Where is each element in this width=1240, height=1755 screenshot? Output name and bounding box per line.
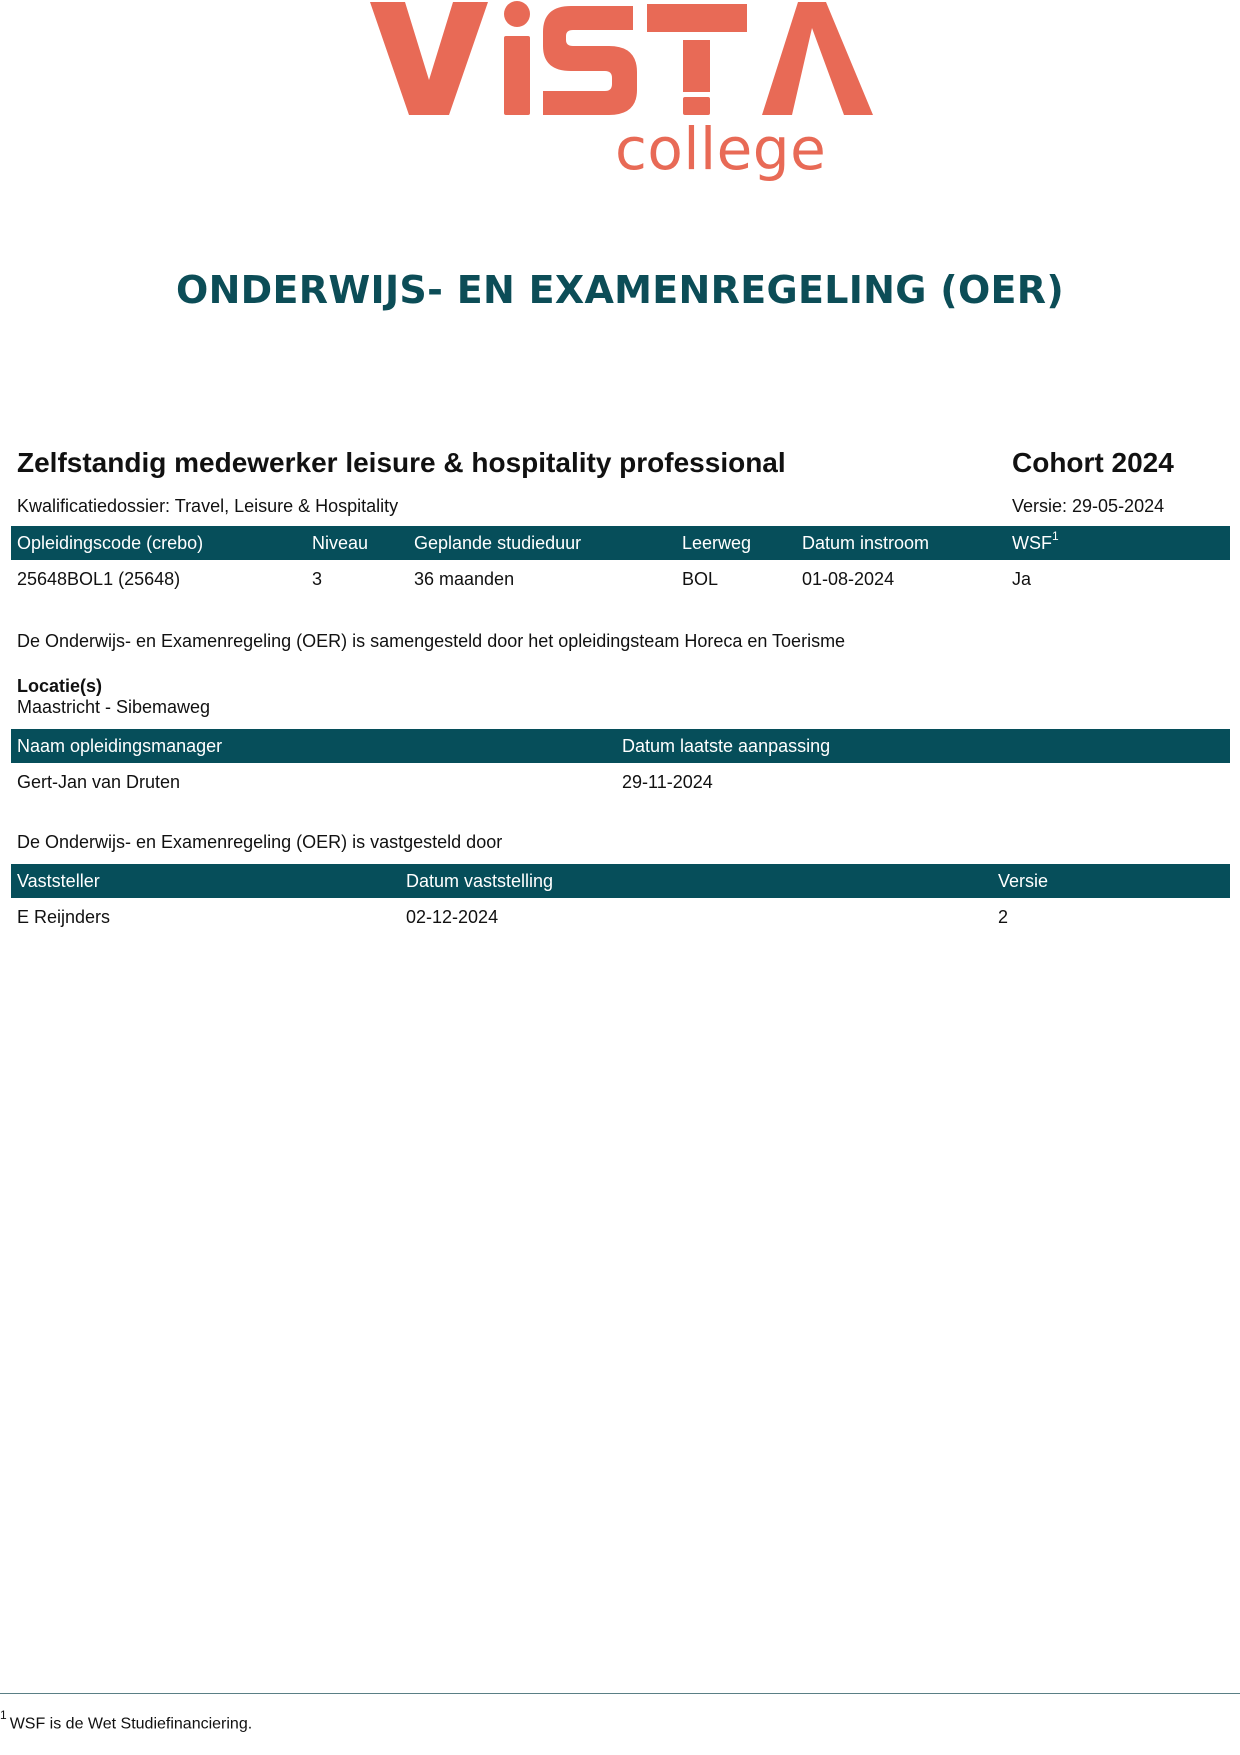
dossier-version: Versie: 29-05-2024 xyxy=(1012,496,1165,516)
cell-wsf: Ja xyxy=(1012,569,1032,589)
cell-duration: 36 maanden xyxy=(414,569,515,589)
composed-by-text: De Onderwijs- en Examenregeling (OER) is samengesteld door het opleidingsteam Horeca en Toerisme xyxy=(17,631,846,651)
cell-start: 01-08-2024 xyxy=(802,569,895,589)
program-title: Zelfstandig medewerker leisure & hospitality professional xyxy=(17,447,786,478)
footnote-divider xyxy=(0,1693,1240,1694)
header-version: Versie xyxy=(998,871,1049,891)
header-duration: Geplande studieduur xyxy=(414,533,582,553)
header-code: Opleidingscode (crebo) xyxy=(17,533,204,553)
cell-manager-name: Gert-Jan van Druten xyxy=(17,772,181,792)
footnote-ref[interactable]: 1 xyxy=(1052,529,1059,543)
vista-college-logo xyxy=(365,0,875,205)
manager-table-header xyxy=(11,729,1230,763)
cell-established-by: E Reijnders xyxy=(17,907,111,927)
location-value: Maastricht - Sibemaweg xyxy=(17,697,211,717)
footnote xyxy=(0,1708,253,1733)
header-wsf xyxy=(1012,526,1059,560)
header-established-by: Vaststeller xyxy=(17,871,100,891)
header-level: Niveau xyxy=(312,533,369,553)
header-manager-name: Naam opleidingsmanager xyxy=(17,736,223,756)
header-wsf-label: WSF xyxy=(1012,533,1052,553)
establish-table-header xyxy=(11,864,1230,898)
header-path: Leerweg xyxy=(682,533,752,553)
header-start: Datum instroom xyxy=(802,533,930,553)
cell-version: 2 xyxy=(998,907,1009,927)
qualification-dossier: Kwalificatiedossier: Travel, Leisure & Hospitality xyxy=(17,496,399,516)
table-row xyxy=(11,898,1230,936)
logo-subtitle: college xyxy=(615,115,827,183)
table-row xyxy=(11,763,1230,801)
footnote-mark: 1 xyxy=(0,1708,7,1722)
establish-table xyxy=(11,864,1230,936)
footnote-text: WSF is de Wet Studiefinanciering. xyxy=(9,1715,253,1733)
program-table xyxy=(11,526,1230,598)
cell-last-modified: 29-11-2024 xyxy=(622,772,713,792)
established-by-text: De Onderwijs- en Examenregeling (OER) is vastgesteld door xyxy=(17,832,503,852)
document-title: ONDERWIJS- EN EXAMENREGELING (OER) xyxy=(175,268,1065,312)
location-label: Locatie(s) xyxy=(17,676,103,696)
cell-establish-date: 02-12-2024 xyxy=(406,907,499,927)
program-table-header xyxy=(11,526,1230,560)
cell-path: BOL xyxy=(682,569,719,589)
manager-table xyxy=(11,729,1230,801)
header-last-modified: Datum laatste aanpassing xyxy=(622,736,831,756)
cohort-label: Cohort 2024 xyxy=(1012,447,1174,478)
header-establish-date: Datum vaststelling xyxy=(406,871,554,891)
cell-level: 3 xyxy=(312,569,323,589)
cell-code: 25648BOL1 (25648) xyxy=(17,569,181,589)
table-row xyxy=(11,560,1230,598)
